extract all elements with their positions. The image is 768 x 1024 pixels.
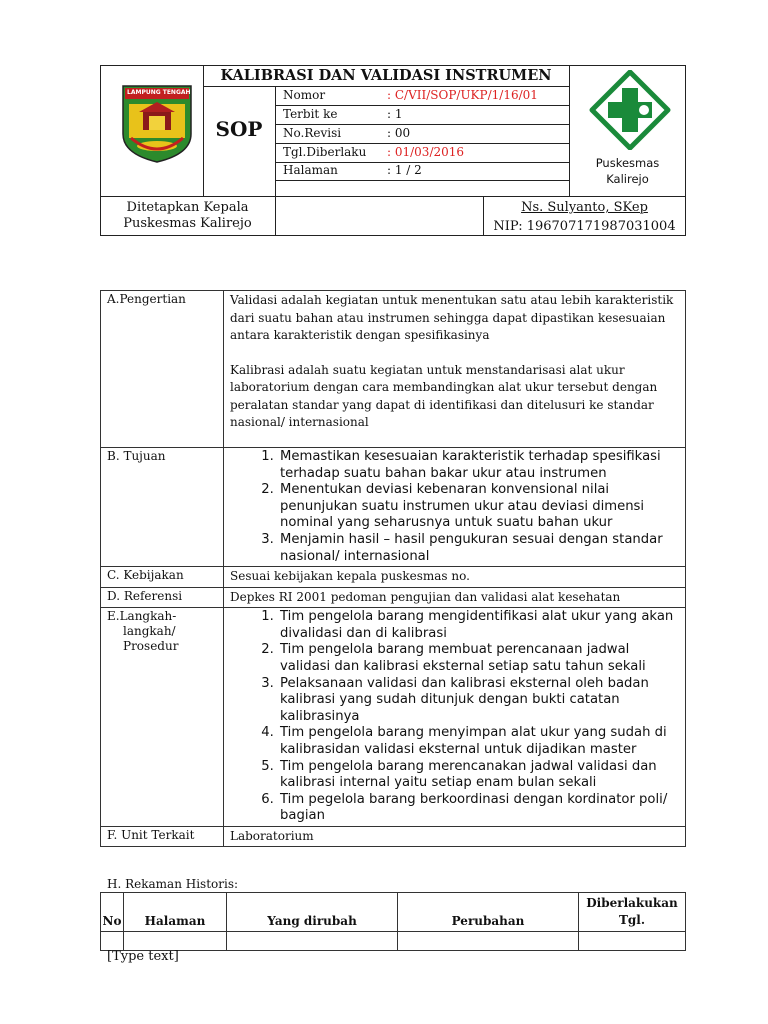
field-halaman [283, 163, 569, 181]
history-cell [398, 932, 579, 951]
history-title: H. Rekaman Historis: [107, 877, 239, 891]
field-label: No.Revisi [283, 126, 342, 140]
col-diberlakukan-line2: Tgl. [618, 913, 646, 927]
list-item: 1. Tim pengelola barang mengidentifikasi alat ukur yang akan divalidasi dan di kalibrasi [278, 609, 679, 642]
puskesmas-caption-2: Kalirejo [606, 172, 649, 186]
approval-left-line2: Puskesmas Kalirejo [123, 216, 252, 231]
pengertian-para-1: Validasi adalah kegiatan untuk menentukan satu atau lebih karakteristik dari suatu bahan atau instrumen sehingga dapat dipastikan kesesuaian antara karakteristik dengan spesifikasinya [230, 293, 674, 342]
field-value: : C/VII/SOP/UKP/1/16/01 [387, 88, 538, 102]
signatory-name: Ns. Sulyanto, SKep [521, 200, 648, 215]
col-perubahan: Perubahan [398, 893, 579, 932]
field-terbit [283, 106, 569, 124]
logo-banner-text: LAMPUNG TENGAH [127, 89, 191, 96]
langkah-list [230, 609, 679, 825]
list-item: 1. Memastikan kesesuaian karakteristik terhadap spesifikasi terhadap suatu bahan bakar ukur atau instrumen [278, 449, 679, 482]
field-revisi [283, 125, 569, 143]
section-label: C. Kebijakan [101, 567, 224, 588]
sop-content-table [100, 290, 686, 847]
tujuan-list [230, 449, 679, 565]
list-item: 6. Tim pegelola barang berkoordinasi dengan kordinator poli/ bagian [278, 792, 679, 825]
history-cell [124, 932, 227, 951]
langkah-label-3: Prosedur [123, 639, 179, 654]
field-label: Tgl.Diberlaku [283, 145, 367, 159]
approval-left-line1: Ditetapkan Kepala [126, 200, 249, 215]
history-table [100, 892, 686, 951]
list-item: 2. Menentukan deviasi kebenaran konvensional nilai penunjukan suatu instrumen ukur atau deviasi dimensi nominal yang seharusnya untuk suatu bahan ukur [278, 482, 679, 532]
langkah-label-1: E.Langkah- [107, 609, 177, 624]
history-cell [101, 932, 124, 951]
lampung-tengah-logo [121, 82, 193, 164]
col-diberlakukan [579, 893, 686, 932]
document-title: KALIBRASI DAN VALIDASI INSTRUMEN [220, 67, 552, 84]
section-value: Laboratorium [224, 826, 686, 847]
list-item: 5. Tim pengelola barang merencanakan jadwal validasi dan kalibrasi internal yaitu setiap enam bulan sekali [278, 759, 679, 792]
section-label: D. Referensi [101, 587, 224, 608]
field-tgl-diberlaku [283, 144, 569, 162]
field-value: : 1 / 2 [387, 163, 422, 177]
list-item: 4. Tim pengelola barang menyimpan alat ukur yang sudah di kalibrasidan validasi eksternal untuk dijadikan master [278, 725, 679, 758]
field-label: Halaman [283, 163, 338, 177]
list-item: 2. Tim pengelola barang membuat perencanaan jadwal validasi dan kalibrasi eksternal setiap satu tahun sekali [278, 642, 679, 675]
section-value: Sesuai kebijakan kepala puskesmas no. [224, 567, 686, 588]
col-diberlakukan-line1: Diberlakukan [586, 896, 678, 910]
history-cell [227, 932, 398, 951]
langkah-label-2: langkah/ [123, 624, 176, 639]
row-tujuan [101, 448, 686, 567]
row-pengertian [101, 291, 686, 448]
signatory-nip: NIP: 196707171987031004 [493, 219, 676, 234]
history-cell [579, 932, 686, 951]
col-halaman: Halaman [124, 893, 227, 932]
row-kebijakan [101, 567, 686, 588]
section-value [224, 291, 686, 448]
row-langkah [101, 608, 686, 827]
section-label: B. Tujuan [101, 448, 224, 567]
section-value [224, 448, 686, 567]
field-value: : 01/03/2016 [387, 145, 465, 159]
field-label: Terbit ke [283, 107, 338, 121]
puskesmas-logo [588, 70, 672, 150]
list-item: 3. Menjamin hasil – hasil pengukuran sesuai dengan standar nasional/ internasional [278, 532, 679, 565]
field-value: : 00 [387, 126, 411, 140]
history-header-row [101, 893, 686, 932]
section-label: A.Pengertian [101, 291, 224, 448]
field-value: : 1 [387, 107, 403, 121]
sop-label: SOP [215, 117, 263, 141]
footer-placeholder: [Type text] [107, 949, 179, 964]
row-unit [101, 826, 686, 847]
section-label [101, 608, 224, 827]
section-value [224, 608, 686, 827]
section-value: Depkes RI 2001 pedoman pengujian dan validasi alat kesehatan [224, 587, 686, 608]
list-item: 3. Pelaksanaan validasi dan kalibrasi eksternal oleh badan kalibrasi yang sudah ditunjuk dengan bukti catatan kalibrasinya [278, 676, 679, 726]
col-yang-dirubah: Yang dirubah [227, 893, 398, 932]
row-referensi [101, 587, 686, 608]
col-no: No [101, 893, 124, 932]
field-label: Nomor [283, 88, 326, 102]
section-label: F. Unit Terkait [101, 826, 224, 847]
field-nomor [283, 87, 569, 105]
puskesmas-caption-1: Puskesmas [595, 156, 660, 170]
pengertian-para-2: Kalibrasi adalah suatu kegiatan untuk menstandarisasi alat ukur laboratorium dengan cara membandingkan alat ukur tersebut dengan peralatan standar yang dapat di identifikasi dan ditelusuri ke standar nasional/ internasional [230, 362, 658, 429]
history-empty-row [101, 932, 686, 951]
